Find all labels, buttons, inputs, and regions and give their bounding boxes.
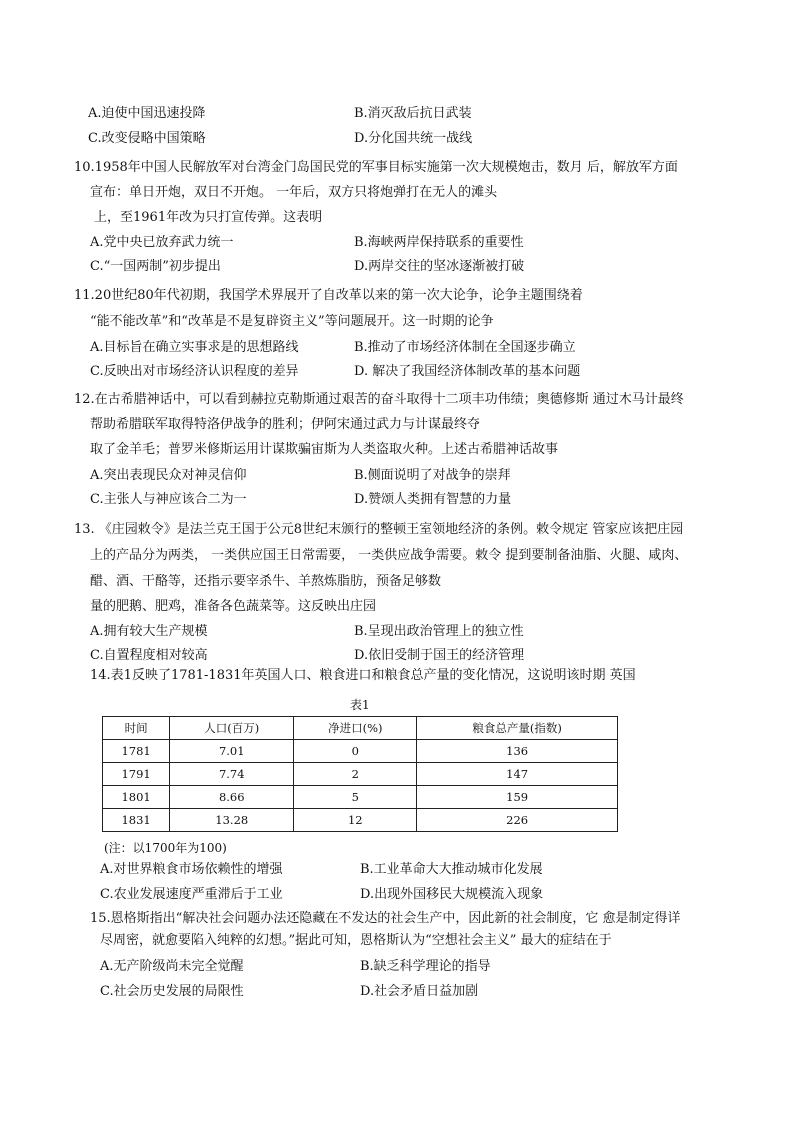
table-cell: 1831 bbox=[103, 809, 170, 832]
q11-option-a: A.目标旨在确立实事求是的思想路线 bbox=[90, 340, 299, 355]
q14-option-d: D.出现外国移民大规模流入现象 bbox=[360, 887, 544, 902]
table-cell: 12 bbox=[294, 809, 417, 832]
table-header-cell: 净进口(%) bbox=[294, 717, 417, 740]
q15-option-b: B.缺乏科学理论的指导 bbox=[360, 959, 491, 974]
table-cell: 136 bbox=[417, 740, 618, 763]
table-cell: 1781 bbox=[103, 740, 170, 763]
q10-stem-line-1: 10.1958年中国人民解放军对台湾金门岛国民党的军事目标实施第一次大规模炮击，数月 后，解放军方面 bbox=[74, 160, 678, 175]
q9-option-c: C.改变侵略中国策略 bbox=[88, 131, 206, 146]
q11-stem-line-1: 11.20世纪80年代初期，我国学术界展开了自改革以来的第一次大论争，论争主题围绕着 bbox=[74, 288, 583, 303]
q11-option-b: B.推动了市场经济体制在全国逐步确立 bbox=[354, 340, 576, 355]
table-cell: 7.01 bbox=[170, 740, 294, 763]
q15-option-c: C.社会历史发展的局限性 bbox=[100, 984, 244, 999]
table-header-cell: 时间 bbox=[103, 717, 170, 740]
q10-option-c: C.“一国两制”初步提出 bbox=[90, 259, 221, 274]
q13-stem-line-1: 13. 《庄园敕令》是法兰克王国于公元8世纪末颁行的整顿王室领地经济的条例。敕令规定 管家应该把庄园 bbox=[74, 522, 684, 537]
q15-stem-line-2: 尽周密，就愈要陷入纯粹的幻想。”据此可知，恩格斯认为“空想社会主义” 最大的症结在于 bbox=[100, 933, 612, 948]
table-cell: 5 bbox=[294, 786, 417, 809]
q10-option-a: A.党中央已放弃武力统一 bbox=[90, 235, 234, 250]
table-row bbox=[103, 786, 618, 809]
table-cell: 8.66 bbox=[170, 786, 294, 809]
table-caption: 表1 bbox=[350, 698, 370, 712]
q14-option-a: A.对世界粮食市场依赖性的增强 bbox=[100, 862, 283, 877]
table-cell: 1801 bbox=[103, 786, 170, 809]
q15-option-d: D.社会矛盾日益加剧 bbox=[360, 984, 479, 999]
table-header-cell: 人口(百万) bbox=[170, 717, 294, 740]
table-header-row bbox=[103, 717, 618, 740]
q11-option-d: D. 解决了我国经济体制改革的基本问题 bbox=[354, 364, 581, 379]
table-cell: 226 bbox=[417, 809, 618, 832]
q13-stem-line-4: 量的肥鹅、肥鸡，准备各色蔬菜等。这反映出庄园 bbox=[90, 599, 377, 614]
table-row bbox=[103, 740, 618, 763]
q11-option-c: C.反映出对市场经济认识程度的差异 bbox=[90, 364, 299, 379]
q10-stem-line-2: 宣布：单日开炮，双日不开炮。 一年后，双方只将炮弹打在无人的滩头 bbox=[90, 185, 498, 200]
q12-stem-line-1: 12.在古希腊神话中，可以看到赫拉克勒斯通过艰苦的奋斗取得十二项丰功伟绩；奥德修斯 通过木马计最终 bbox=[74, 392, 684, 407]
table-header-cell: 粮食总产量(指数) bbox=[417, 717, 618, 740]
q14-stem-line-1: 14.表1反映了1781-1831年英国人口、粮食进口和粮食总产量的变化情况，这说明该时期 英国 bbox=[90, 668, 636, 683]
q12-stem-line-2: 帮助希腊联军取得特洛伊战争的胜利；伊阿宋通过武力与计谋最终夺 bbox=[90, 417, 481, 432]
table-note: (注：以1700年为100) bbox=[104, 841, 227, 855]
q10-option-b: B.海峡两岸保持联系的重要性 bbox=[354, 235, 524, 250]
table-cell: 0 bbox=[294, 740, 417, 763]
table-cell: 2 bbox=[294, 763, 417, 786]
q12-option-a: A.突出表现民众对神灵信仰 bbox=[90, 468, 247, 483]
q9-option-d: D.分化国共统一战线 bbox=[354, 131, 473, 146]
q10-stem-line-3: 上，至1961年改为只打宣传弹。这表明 bbox=[94, 210, 323, 225]
q13-stem-line-3: 醋、酒、干酪等，还指示要宰杀牛、羊熬炼脂肪，预备足够数 bbox=[90, 574, 442, 589]
q12-option-d: D.赞颂人类拥有智慧的力量 bbox=[354, 492, 512, 507]
table-cell: 147 bbox=[417, 763, 618, 786]
table-row bbox=[103, 809, 618, 832]
table-cell: 159 bbox=[417, 786, 618, 809]
table-row bbox=[103, 763, 618, 786]
q12-option-b: B.侧面说明了对战争的崇拜 bbox=[354, 468, 511, 483]
q13-option-a: A.拥有较大生产规模 bbox=[90, 624, 208, 639]
q11-stem-line-2: “能不能改革”和“改革是不是复辟资主义”等问题展开。这一时期的论争 bbox=[90, 314, 494, 329]
q12-option-c: C.主张人与神应该合二为一 bbox=[90, 492, 247, 507]
table-cell: 7.74 bbox=[170, 763, 294, 786]
q10-option-d: D.两岸交往的坚冰逐渐被打破 bbox=[354, 259, 525, 274]
q9-option-a: A.迫使中国迅速投降 bbox=[88, 106, 206, 121]
table-cell: 1791 bbox=[103, 763, 170, 786]
data-table bbox=[102, 716, 618, 832]
q13-option-b: B.呈现出政治管理上的独立性 bbox=[354, 624, 524, 639]
q13-stem-line-2: 上的产品分为两类， 一类供应国王日常需要， 一类供应战争需要。敕令 提到要制备油脂、火腿、咸肉、 bbox=[90, 548, 688, 563]
table-cell: 13.28 bbox=[170, 809, 294, 832]
q9-option-b: B.消灭敌后抗日武装 bbox=[354, 106, 472, 121]
q15-stem-line-1: 15.恩格斯指出“解决社会问题办法还隐藏在不发达的社会生产中，因此新的社会制度，它 愈是制定得详 bbox=[90, 911, 681, 926]
q12-stem-line-3: 取了金羊毛；普罗米修斯运用计谋欺骗宙斯为人类盗取火种。上述古希腊神话故事 bbox=[90, 442, 559, 457]
q13-option-d: D.依旧受制于国王的经济管理 bbox=[354, 648, 525, 663]
q15-option-a: A.无产阶级尚未完全觉醒 bbox=[100, 959, 244, 974]
q13-option-c: C.自置程度相对较高 bbox=[90, 648, 208, 663]
q14-option-c: C.农业发展速度严重滞后于工业 bbox=[100, 887, 283, 902]
q14-option-b: B.工业革命大大推动城市化发展 bbox=[360, 862, 543, 877]
